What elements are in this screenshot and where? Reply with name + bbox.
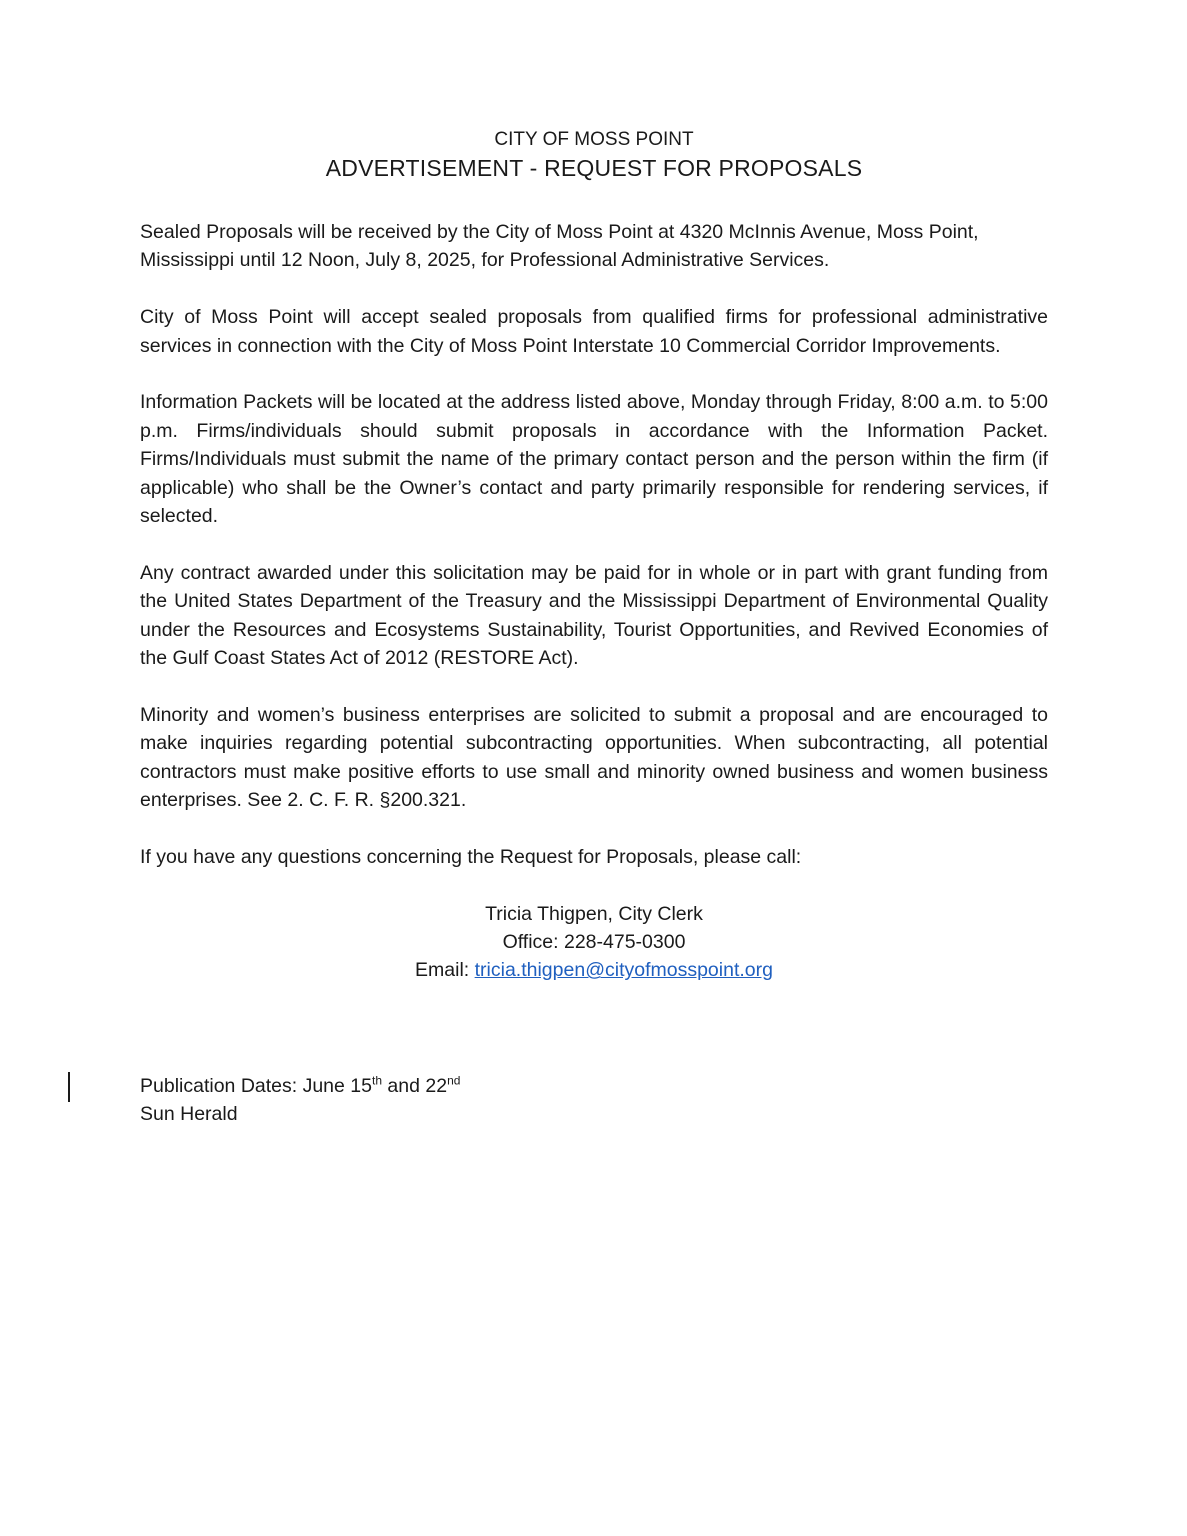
document-title: ADVERTISEMENT - REQUEST FOR PROPOSALS bbox=[325, 155, 863, 181]
publication-dates-label: Publication Dates: June 15 bbox=[140, 1075, 372, 1097]
paragraph-accept-proposals: City of Moss Point will accept sealed proposals from qualified firms for professional administrative services in connection with the City of Moss Point Interstate 10 Commercial Corridor Improvements. bbox=[140, 306, 1048, 357]
contact-name: Tricia Thigpen, City Clerk bbox=[485, 902, 703, 925]
paragraph-minority-enterprises: Minority and women’s business enterprises are solicited to submit a proposal and are encouraged to make inquiries regarding potential subcontracting opportunities. When subcontracting, all potential contractors must make positive efforts to use small and minority owned business and women business enterprises. See 2. C. F. R. §200.321. bbox=[140, 703, 1048, 812]
contact-office-phone: Office: 228-475-0300 bbox=[502, 931, 686, 954]
publication-block bbox=[140, 1072, 460, 1129]
contact-email-label: Email: bbox=[415, 959, 475, 982]
publication-newspaper: Sun Herald bbox=[140, 1103, 238, 1126]
document-page bbox=[140, 128, 1048, 985]
contact-block bbox=[140, 900, 1048, 985]
contact-email-line bbox=[140, 956, 1048, 984]
city-name-heading: CITY OF MOSS POINT bbox=[494, 129, 694, 150]
contact-email-link[interactable]: tricia.thigpen@cityofmosspoint.org bbox=[474, 959, 773, 982]
paragraph-questions: If you have any questions concerning the Request for Proposals, please call: bbox=[140, 845, 802, 868]
publication-dates bbox=[140, 1072, 460, 1100]
publication-dates-middle: and 22 bbox=[382, 1075, 448, 1097]
paragraph-grant-funding: Any contract awarded under this solicitation may be paid for in whole or in part with grant funding from the United States Department of the Treasury and the Mississippi Department of Environmental Quality under the Resources and Ecosystems Sustainability, Tourist Opportunities, and Revived Economies of the Gulf Coast States Act of 2012 (RESTORE Act). bbox=[140, 561, 1048, 670]
paragraph-sealed-proposals: Sealed Proposals will be received by the City of Moss Point at 4320 McInnis Avenue, Moss Point, Mississippi until 12 Noon, July 8, 2025, for Professional Administrative Services. bbox=[140, 221, 979, 272]
publication-sup-nd: nd bbox=[447, 1073, 461, 1088]
publication-sup-th: th bbox=[371, 1073, 382, 1088]
paragraph-information-packets: Information Packets will be located at the address listed above, Monday through Friday, 8:00 a.m. to 5:00 p.m. Firms/individuals should submit proposals in accordance with the Information Packet. Firms/Individuals must submit the name of the primary contact person and the person within the firm (if applicable) who shall be the Owner’s contact and party primarily responsible for rendering services, if selected. bbox=[140, 391, 1048, 528]
revision-change-bar bbox=[68, 1072, 70, 1102]
